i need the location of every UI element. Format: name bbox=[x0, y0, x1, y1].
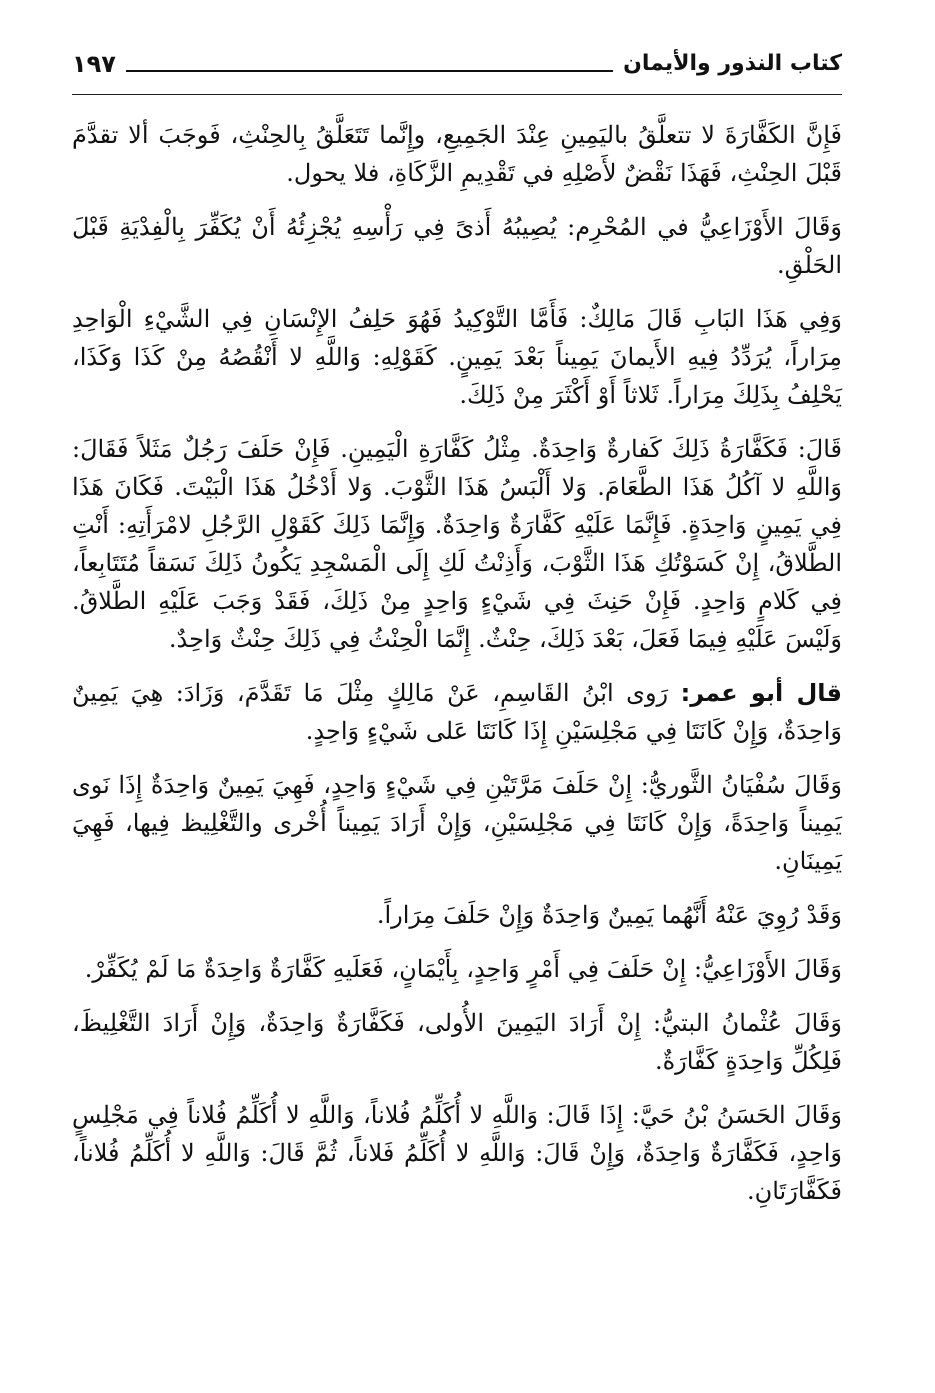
paragraph: وَقَدْ رُوِيَ عَنْهُ أَنَّهُما يَمِينٌ وَاحِدَةٌ وَإِنْ حَلَفَ مِرَاراً. bbox=[376, 901, 842, 929]
paragraph: فَإِنَّ الكَفَّارَةَ لا تتعلَّقُ باليَمِينِ عِنْدَ الجَمِيعِ، وإِنَّما تَتَعَلَّقُ بِالحِنْثِ، فَوجَبَ ألا تقدَّمَ قَبْلَ الحِنْثِ، فَهَذَا نَقْضٌ لأَصْلِهِ في تَقْدِيمِ الزَّكَاةِ، فلا يحول. bbox=[72, 121, 842, 187]
page-number: ١٩٧ bbox=[72, 50, 116, 78]
page-body bbox=[72, 116, 842, 1226]
paragraph: وَقَالَ عُثْمانُ البتيُّ: إِنْ أَرَادَ اليَمِينَ الأُولى، فَكَفَّارَةٌ وَاحِدَةٌ، وَإِنْ أَرَادَ التَّغْلِيظَ، فَلِكُلِّ وَاحِدَةٍ كَفَّارَةٌ. bbox=[72, 1009, 842, 1075]
paragraph bbox=[72, 674, 842, 750]
paragraph: قَالَ: فَكَفَّارَةُ ذَلِكَ كَفارةٌ وَاحِدَةٌ. مِثْلُ كَفَّارَةِ الْيَمِينِ. فَإِنْ حَلَفَ رَجُلٌ مَثَلاً فَقَالَ: وَاللَّهِ لا آكُلُ هَذَا الطَّعَامَ. وَلا أَلْبَسُ هَذَا الثَّوْبَ. وَلا أَدْخُلُ هَذَا الْبَيْتَ. فَكَانَ هَذَا فِي يَمِينٍ وَاحِدَةٍ. فَإِنَّمَا عَلَيْهِ كَفَّارَةٌ وَاحِدَةٌ. وَإِنَّمَا ذَلِكَ كَقَوْلِ الرَّجُلِ لامْرَأَتِهِ: أَنْتِ الطَّلاقُ، إِنْ كَسَوْتُكِ هَذَا الثَّوْبَ، وَأَذِنْتُ لَكِ إِلَى الْمَسْجِدِ يَكُونُ ذَلِكَ نَسَقاً مُتَتَابِعاً، فِي كَلامٍ وَاحِدٍ. فَإِنْ حَنِثَ فِي شَيْءٍ وَاحِدٍ مِنْ ذَلِكَ، فَقَدْ وَجَبَ عَلَيْهِ الطَّلاقُ. وَلَيْسَ عَلَيْهِ فِيمَا فَعَلَ، بَعْدَ ذَلِكَ، حِنْثٌ. إِنَّمَا الْحِنْثُ فِي ذَلِكَ حِنْثٌ وَاحِدٌ. bbox=[72, 435, 842, 653]
book-title: كتاب النذور والأيمان bbox=[623, 51, 842, 76]
header-rule bbox=[72, 94, 842, 95]
paragraph: وَفِي هَذَا البَابِ قَالَ مَالِكٌ: فَأَمَّا التَّوْكِيدُ فَهُوَ حَلِفُ الإِنْسَانِ فِي الشَّيْءِ الْوَاحِدِ مِرَاراً، يُرَدِّدُ فِيهِ الأَيمانَ يَمِيناً بَعْدَ يَمِينٍ. كَقَوْلِهِ: وَاللَّهِ لا أَنْقُصُهُ مِنْ كَذَا وَكَذَا، يَحْلِفُ بِذَلِكَ مِرَاراً. ثَلاثاً أَوْ أَكْثَرَ مِنْ ذَلِكَ. bbox=[72, 305, 842, 409]
paragraph: وَقَالَ الأَوْزَاعِيُّ: إِنْ حَلَفَ فِي أَمْرٍ وَاحِدٍ، بِأَيْمَانٍ، فَعَلَيهِ كَفَّارَةٌ وَاحِدَةٌ مَا لَمْ يُكَفِّرْ. bbox=[84, 955, 842, 983]
paragraph: وَقَالَ الأَوْزَاعِيُّ في المُحْرِم: يُصِيبُهُ أَذىً فِي رَأْسِهِ يُجْزِئُهُ أَنْ يُكَفِّرَ بِالْفِدْيَةِ قَبْلَ الحَلْقِ. bbox=[72, 213, 842, 279]
paragraph-text: رَوى ابْنُ القَاسِمِ، عَنْ مَالِكٍ مِثْلَ مَا تَقَدَّمَ، وَزَادَ: هِيَ يَمِينٌ وَاحِدَةٌ، وَإِنْ كَانَتَا فِي مَجْلِسَيْنِ إِذَا كَانَتَا عَلى شَيْءٍ وَاحِدٍ. bbox=[72, 679, 842, 745]
paragraph: وَقَالَ سُفْيَانُ الثَّوريُّ: إِنْ حَلَفَ مَرَّتَيْنِ فِي شَيْءٍ وَاحِدٍ، فَهِيَ يَمِينٌ وَاحِدَةٌ إِذَا نَوى يَمِيناً وَاحِدَةً، وَإِنْ كَانَتَا فِي مَجْلِسَيْنِ، وَإِنْ أَرَادَ يَمِيناً أُخْرى والتَّغْلِيظ فِيها، فَهِيَ يَمِينَانِ. bbox=[72, 771, 842, 875]
lead-label: قال أبو عمر: bbox=[680, 679, 842, 707]
header-line bbox=[126, 70, 613, 72]
paragraph: وَقَالَ الحَسَنُ بْنُ حَيَّ: إِذَا قَالَ: وَاللَّهِ لا أُكَلِّمُ فُلاناً، وَاللَّهِ لا أُكَلِّمُ فُلاناً فِي مَجْلِسٍ وَاحِدٍ، فَكَفَّارَةٌ وَاحِدَةٌ، وَإِنْ قَالَ: وَاللَّهِ لا أُكَلِّمُ فَلاناً، ثُمَّ قَالَ: وَاللَّهِ لا أُكَلِّمُ فُلاناً، فَكَفَّارَتَانِ. bbox=[72, 1101, 842, 1205]
running-header bbox=[72, 42, 842, 86]
